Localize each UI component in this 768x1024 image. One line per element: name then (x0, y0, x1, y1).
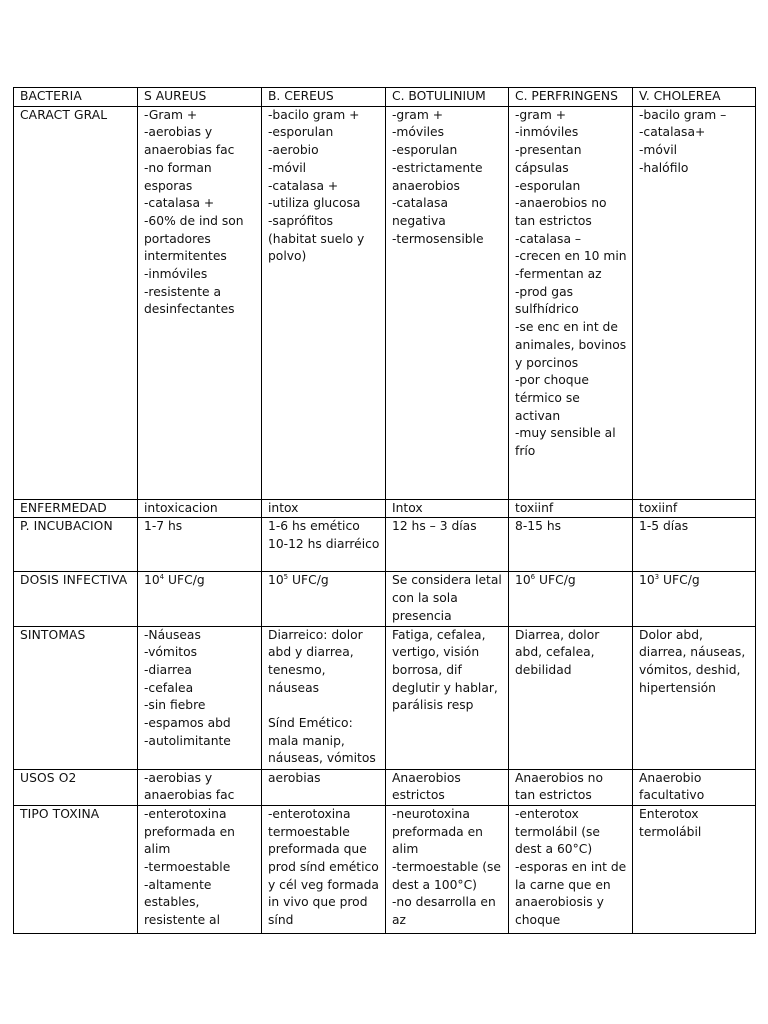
bacteria-comparison-table (13, 87, 756, 934)
cell-dosis-v-cholerea (633, 572, 756, 626)
cell-incubacion-b-cereus: 1-6 hs emético 10-12 hs diarréico (262, 518, 386, 572)
dosis-exponent: 6 (530, 573, 536, 582)
cell-dosis-c-botulinium: Se considera letal con la sola presencia (386, 572, 509, 626)
header-cell-c-botulinium: C. BOTULINIUM (386, 88, 509, 107)
header-cell-b-cereus: B. CEREUS (262, 88, 386, 107)
row-label-incubacion: P. INCUBACION (14, 518, 138, 572)
header-cell-s-aureus: S AUREUS (138, 88, 262, 107)
cell-caract-c-botulinium: -gram + -móviles -esporulan -estrictamente anaerobios -catalasa negativa -termosensible (386, 106, 509, 499)
cell-sintomas-s-aureus: -Náuseas -vómitos -diarrea -cefalea -sin fiebre -espamos abd -autolimitante (138, 626, 262, 769)
dosis-unit: UFC/g (535, 573, 576, 588)
cell-tipo-c-botulinium: -neurotoxina preformada en alim -termoestable (se dest a 100°C) -no desarrolla en az (386, 805, 509, 933)
row-label-caract-gral: CARACT GRAL (14, 106, 138, 499)
dosis-base: 10 (268, 573, 284, 588)
cell-usos-c-botulinium: Anaerobios estrictos (386, 769, 509, 805)
row-label-usos-o2: USOS O2 (14, 769, 138, 805)
cell-sintomas-c-perfringens: Diarrea, dolor abd, cefalea, debilidad (509, 626, 633, 769)
cell-dosis-c-perfringens (509, 572, 633, 626)
cell-tipo-c-perfringens: -enterotox termolábil (se dest a 60°C) -esporas en int de la carne que en anaerobiosis y choque (509, 805, 633, 933)
cell-caract-b-cereus: -bacilo gram + -esporulan -aerobio -móvil -catalasa + -utiliza glucosa -saprófitos (habitat suelo y polvo) (262, 106, 386, 499)
dosis-base: 10 (144, 573, 160, 588)
cell-dosis-s-aureus (138, 572, 262, 626)
cell-sintomas-c-botulinium: Fatiga, cefalea, vertigo, visión borrosa, dif deglutir y hablar, parálisis resp (386, 626, 509, 769)
cell-caract-v-cholerea: -bacilo gram – -catalasa+ -móvil -halófilo (633, 106, 756, 499)
cell-enfermedad-v-cholerea: toxiinf (633, 499, 756, 518)
cell-usos-s-aureus: -aerobias y anaerobias fac (138, 769, 262, 805)
cell-usos-c-perfringens: Anaerobios no tan estrictos (509, 769, 633, 805)
cell-sintomas-v-cholerea: Dolor abd, diarrea, náuseas, vómitos, deshid, hipertensión (633, 626, 756, 769)
cell-usos-v-cholerea: Anaerobio facultativo (633, 769, 756, 805)
cell-tipo-v-cholerea: Enterotox termolábil (633, 805, 756, 933)
cell-caract-s-aureus: -Gram + -aerobias y anaerobias fac -no forman esporas -catalasa + -60% de ind son portadores intermitentes -inmóviles -resistente a desinfectantes (138, 106, 262, 499)
dosis-unit: UFC/g (659, 573, 700, 588)
dosis-base: 10 (639, 573, 655, 588)
row-label-tipo-toxina: TIPO TOXINA (14, 805, 138, 933)
dosis-unit: UFC/g (288, 573, 329, 588)
cell-enfermedad-c-botulinium: Intox (386, 499, 509, 518)
header-cell-bacteria: BACTERIA (14, 88, 138, 107)
row-label-dosis-infectiva: DOSIS INFECTIVA (14, 572, 138, 626)
dosis-base: 10 (515, 573, 531, 588)
dosis-unit: UFC/g (164, 573, 205, 588)
header-cell-v-cholerea: V. CHOLEREA (633, 88, 756, 107)
cell-incubacion-c-perfringens: 8-15 hs (509, 518, 633, 572)
paragraph-gap (268, 697, 380, 715)
cell-incubacion-c-botulinium: 12 hs – 3 días (386, 518, 509, 572)
table-row-caract-gral (14, 106, 756, 499)
cell-tipo-b-cereus: -enterotoxina termoestable preformada que prod sínd emético y cél veg formada in vivo que prod sínd (262, 805, 386, 933)
sintomas-emetico-text: Sínd Emético: mala manip, náuseas, vómitos (268, 716, 376, 766)
cell-incubacion-s-aureus: 1-7 hs (138, 518, 262, 572)
cell-incubacion-v-cholerea: 1-5 días (633, 518, 756, 572)
row-label-enfermedad: ENFERMEDAD (14, 499, 138, 518)
cell-sintomas-b-cereus (262, 626, 386, 769)
dosis-exponent: 5 (283, 573, 289, 582)
sintomas-diarreico-text: Diarreico: dolor abd y diarrea, tenesmo, náuseas (268, 627, 363, 695)
table-row-usos-o2 (14, 769, 756, 805)
dosis-exponent: 4 (159, 573, 165, 582)
table-row-tipo-toxina (14, 805, 756, 933)
cell-usos-b-cereus: aerobias (262, 769, 386, 805)
cell-enfermedad-c-perfringens: toxiinf (509, 499, 633, 518)
dosis-exponent: 3 (654, 573, 660, 582)
table-row-sintomas (14, 626, 756, 769)
header-row (14, 88, 756, 107)
cell-tipo-s-aureus: -enterotoxina preformada en alim -termoestable -altamente estables, resistente al (138, 805, 262, 933)
table-row-dosis-infectiva (14, 572, 756, 626)
cell-enfermedad-b-cereus: intox (262, 499, 386, 518)
cell-enfermedad-s-aureus: intoxicacion (138, 499, 262, 518)
table-row-incubacion (14, 518, 756, 572)
table-row-enfermedad (14, 499, 756, 518)
cell-caract-c-perfringens: -gram + -inmóviles -presentan cápsulas -esporulan -anaerobios no tan estrictos -catalasa – -crecen en 10 min -fermentan az -prod gas sulfhídrico -se enc en int de animales, bovinos y porcinos -por choque térmico se activan -muy sensible al frío (509, 106, 633, 499)
cell-dosis-b-cereus (262, 572, 386, 626)
header-cell-c-perfringens: C. PERFRINGENS (509, 88, 633, 107)
row-label-sintomas: SINTOMAS (14, 626, 138, 769)
